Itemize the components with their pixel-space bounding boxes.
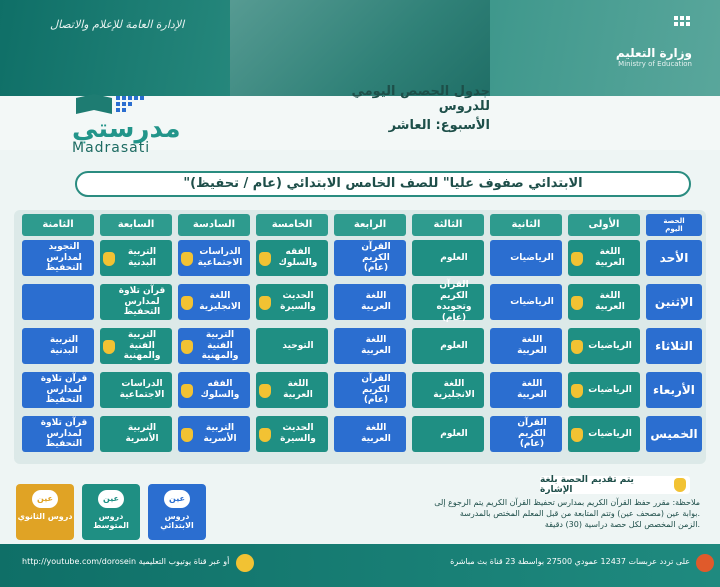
period-header: الثامنة <box>22 214 94 236</box>
lesson-subject: الحديث والسيرة <box>280 423 316 444</box>
day-label: الأربعاء <box>646 372 702 408</box>
lesson-cell[interactable] <box>334 284 406 320</box>
period-header: الرابعة <box>334 214 406 236</box>
lesson-cell[interactable] <box>334 416 406 452</box>
lesson-subject: قرآن تلاوة لمدارس التحفيظ <box>40 417 88 450</box>
lesson-subject: اللغة العربية <box>283 379 313 400</box>
lesson-subject: العلوم <box>440 252 468 263</box>
ein-channel-icon <box>236 554 254 572</box>
period-header: السابعة <box>100 214 172 236</box>
hand-sign-icon <box>571 340 583 354</box>
logo-english: Madrasati <box>72 140 151 156</box>
lesson-cell[interactable] <box>490 416 562 452</box>
hand-sign-icon <box>571 252 583 266</box>
legend-text: يتم تقديم الحصة بلغة الإشارة <box>540 475 634 495</box>
lesson-cell[interactable] <box>568 416 640 452</box>
ein-badge-icon: عين <box>32 490 58 508</box>
tv-channel-icon <box>696 554 714 572</box>
hand-sign-icon <box>181 252 193 266</box>
madrasati-logo <box>72 92 192 162</box>
hand-sign-icon <box>571 384 583 398</box>
lesson-cell[interactable] <box>178 240 250 276</box>
lesson-subject: اللغة العربية <box>595 247 625 268</box>
lesson-cell[interactable] <box>256 240 328 276</box>
lesson-cell[interactable] <box>412 416 484 452</box>
lesson-cell[interactable] <box>100 328 172 364</box>
lesson-cell[interactable] <box>490 284 562 320</box>
lesson-cell[interactable] <box>334 240 406 276</box>
hand-sign-icon <box>181 296 193 310</box>
period-header: الثانية <box>490 214 562 236</box>
hand-sign-icon <box>259 296 271 310</box>
hand-sign-icon <box>259 252 271 266</box>
day-label: الثلاثاء <box>646 328 702 364</box>
lesson-cell[interactable] <box>568 284 640 320</box>
lesson-subject: اللغة العربية <box>361 423 391 444</box>
lesson-subject: التربية البدنية <box>49 335 79 356</box>
note-line: ملاحظة: مقرر حفظ القرآن الكريم بمدارس تحفيظ القرآن الكريم يتم الرجوع إلى <box>434 498 700 507</box>
lesson-subject: الدراسات الاجتماعية <box>119 379 165 400</box>
page-title <box>330 84 490 133</box>
lesson-cell[interactable] <box>412 328 484 364</box>
stage-secondary-button[interactable] <box>16 484 74 540</box>
lesson-subject: القرآن الكريم وتجويده (عام) <box>436 280 472 323</box>
lesson-cell[interactable] <box>568 372 640 408</box>
lesson-subject: اللغة العربية <box>517 335 547 356</box>
sign-language-legend <box>540 476 690 494</box>
ein-badge-icon: عين <box>164 490 190 508</box>
lesson-subject: القرآن الكريم (عام) <box>517 417 547 450</box>
header-banner <box>0 0 720 156</box>
lesson-cell[interactable] <box>100 372 172 408</box>
week-label: الأسبوع: العاشر <box>388 118 490 133</box>
stage-primary-button[interactable] <box>148 484 206 540</box>
lesson-subject: التجويد لمدارس التحفيظ <box>45 241 83 274</box>
lesson-cell[interactable] <box>178 372 250 408</box>
note-line: الزمن المخصص لكل حصة دراسية (30) دقيقة. <box>544 519 700 529</box>
lesson-cell[interactable] <box>256 416 328 452</box>
ministry-emblem-icon <box>634 14 692 42</box>
logo-arabic: مدرستي <box>72 114 181 144</box>
lesson-subject: الرياضيات <box>588 384 632 395</box>
ministry-sub: Ministry of Education <box>618 60 692 68</box>
grade-banner: "الابتدائي صفوف عليا" للصف الخامس الابتدائي (عام / تحفيظ) <box>75 171 691 197</box>
lesson-subject: اللغة العربية <box>361 291 391 312</box>
lesson-cell[interactable] <box>412 372 484 408</box>
lesson-cell[interactable] <box>412 240 484 276</box>
lesson-subject: التوحيد <box>282 340 314 351</box>
lesson-subject: القرآن الكريم (عام) <box>361 241 391 274</box>
youtube-link[interactable]: http://youtube.com/dorosein أو عبر قناة يوتيوب التعليمية <box>22 557 230 566</box>
hand-sign-icon <box>103 340 115 354</box>
lesson-cell[interactable] <box>22 416 94 452</box>
ein-badge-icon: عين <box>98 490 124 508</box>
lesson-cell[interactable] <box>490 328 562 364</box>
lesson-cell[interactable] <box>178 416 250 452</box>
lesson-cell[interactable] <box>568 240 640 276</box>
note-line: بوابة عين (مصحف عين) وتتم المتابعة من قبل المعلم المختص بالمدرسة. <box>459 508 700 518</box>
lesson-cell[interactable] <box>334 372 406 408</box>
corner-period-label: الحصة <box>663 216 685 225</box>
schedule-grid <box>14 210 706 464</box>
hand-sign-icon <box>181 340 193 354</box>
lesson-subject: الرياضيات <box>510 296 554 307</box>
day-label: الأحد <box>646 240 702 276</box>
lesson-subject: التربية الفنية والمهنية <box>123 329 161 362</box>
hand-sign-icon <box>674 478 686 492</box>
hand-sign-icon <box>181 384 193 398</box>
hand-sign-icon <box>571 296 583 310</box>
lesson-cell[interactable] <box>334 328 406 364</box>
period-header: الثالثة <box>412 214 484 236</box>
corner-day-label: اليوم <box>665 225 683 233</box>
lesson-cell[interactable] <box>568 328 640 364</box>
media-signature: الإدارة العامة للإعلام والاتصال <box>50 18 185 31</box>
lesson-cell[interactable] <box>22 240 94 276</box>
lesson-subject: القرآن الكريم (عام) <box>361 373 391 406</box>
schedule-title: جدول الحصص اليومي للدروس <box>351 84 490 114</box>
footer-bar <box>0 544 720 587</box>
period-header: الخامسة <box>256 214 328 236</box>
lesson-cell[interactable] <box>178 328 250 364</box>
tv-frequency-text: على تردد عربسات 12437 عمودي 27500 بواسطة 23 قناة بث مباشرة <box>450 557 690 566</box>
stage-label: دروس الثانوي <box>17 512 73 521</box>
hand-sign-icon <box>181 428 193 442</box>
period-header: السادسة <box>178 214 250 236</box>
ministry-logo <box>616 14 692 68</box>
header-photo <box>230 0 490 96</box>
lesson-cell[interactable] <box>100 416 172 452</box>
day-label: الإثنين <box>646 284 702 320</box>
lesson-subject: الفقه والسلوك <box>200 379 240 400</box>
lesson-subject: العلوم <box>440 428 468 439</box>
lesson-subject: الرياضيات <box>588 340 632 351</box>
hand-sign-icon <box>259 428 271 442</box>
lesson-subject: اللغة الانجليزية <box>433 379 475 400</box>
lesson-cell[interactable] <box>22 372 94 408</box>
lesson-subject: قرآن تلاوة لمدارس التحفيظ <box>118 285 166 318</box>
notes-block <box>400 498 700 530</box>
lesson-subject: التربية الفنية والمهنية <box>201 329 239 362</box>
lesson-cell[interactable] <box>22 328 94 364</box>
lesson-cell[interactable] <box>256 328 328 364</box>
hand-sign-icon <box>259 384 271 398</box>
lesson-cell[interactable] <box>178 284 250 320</box>
ministry-name: وزارة التعليم <box>615 46 692 60</box>
lesson-cell[interactable] <box>22 284 94 320</box>
lesson-subject: الدراسات الاجتماعية <box>197 247 243 268</box>
lesson-subject: قرآن تلاوة لمدارس التحفيظ <box>40 373 88 406</box>
hand-sign-icon <box>103 252 115 266</box>
lesson-cell[interactable] <box>412 280 484 323</box>
lesson-subject: التربية الأسرية <box>203 423 237 444</box>
lesson-cell[interactable] <box>100 284 172 320</box>
lesson-subject: الحديث والسيرة <box>280 291 316 312</box>
lesson-subject: الفقه والسلوك <box>278 247 318 268</box>
stage-label: دروس الابتدائي <box>160 512 194 530</box>
lesson-subject: العلوم <box>440 340 468 351</box>
lesson-subject: اللغة العربية <box>361 335 391 356</box>
lesson-subject: اللغة العربية <box>595 291 625 312</box>
hand-sign-icon <box>571 428 583 442</box>
lesson-cell[interactable] <box>490 372 562 408</box>
stage-label: دروس المتوسط <box>93 512 129 530</box>
corner-header <box>646 214 702 236</box>
lesson-subject: الرياضيات <box>588 428 632 439</box>
lesson-cell[interactable] <box>256 372 328 408</box>
stage-intermediate-button[interactable] <box>82 484 140 540</box>
period-header: الأولى <box>568 214 640 236</box>
lesson-cell[interactable] <box>100 240 172 276</box>
lesson-cell[interactable] <box>490 240 562 276</box>
day-label: الخميس <box>646 416 702 452</box>
lesson-subject: اللغة العربية <box>517 379 547 400</box>
lesson-subject: التربية الأسرية <box>125 423 159 444</box>
lesson-subject: الرياضيات <box>510 252 554 263</box>
lesson-subject: التربية البدنية <box>127 247 157 268</box>
lesson-cell[interactable] <box>256 284 328 320</box>
lesson-subject: اللغة الانجليزية <box>199 291 241 312</box>
